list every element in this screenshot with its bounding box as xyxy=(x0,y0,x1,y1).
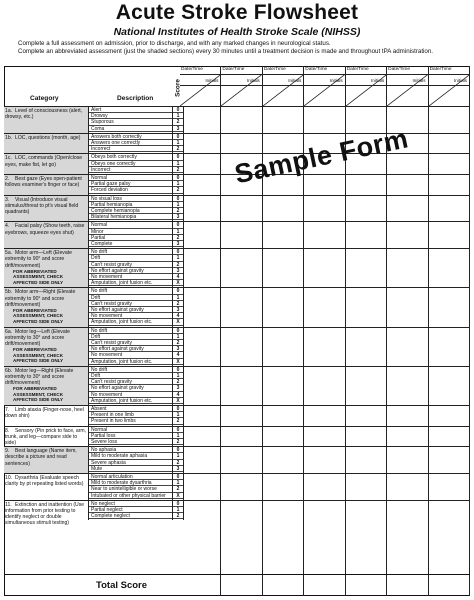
datetime-header-cell[interactable] xyxy=(180,66,221,106)
description-option: Can't resist gravity xyxy=(89,262,172,268)
score-cell xyxy=(173,288,184,326)
initials-label: Initials xyxy=(453,78,467,83)
item-number: 6b. xyxy=(5,367,13,374)
score-row xyxy=(4,500,470,527)
total-score-row xyxy=(4,574,470,596)
item-number: 10. xyxy=(5,475,13,481)
description-option: Amputation, joint fusion etc. xyxy=(89,280,172,286)
description-cell xyxy=(89,175,173,195)
datetime-label: Date/Time xyxy=(222,67,245,72)
score-value: 1 xyxy=(173,295,183,301)
description-cell xyxy=(89,427,173,447)
score-value: 1 xyxy=(173,229,183,235)
description-option: Amputation, joint fusion etc. xyxy=(89,398,172,404)
score-value: 0 xyxy=(173,249,183,255)
description-option: Intubated or other physical barrier xyxy=(89,493,172,499)
score-cell xyxy=(173,222,184,248)
score-row xyxy=(4,426,470,447)
initials-label: Initials xyxy=(288,78,302,83)
description-option: Can't resist gravity xyxy=(89,340,172,346)
score-value: 4 xyxy=(173,392,183,398)
description-option: Answers one correctly xyxy=(89,140,172,146)
category-cell xyxy=(4,427,89,447)
description-option: Absent xyxy=(89,406,172,412)
category-cell xyxy=(4,501,89,527)
category-label: Best language (Name item, describe a picture and read sentences) xyxy=(5,448,77,467)
item-number: 2. xyxy=(5,176,10,182)
score-value: 1 xyxy=(173,412,183,418)
score-value: X xyxy=(173,359,183,365)
description-cell xyxy=(89,222,173,248)
score-value: 3 xyxy=(173,346,183,352)
datetime-label: Date/Time xyxy=(346,67,369,72)
total-score-label: Total Score xyxy=(96,580,148,591)
description-option: No effort against gravity xyxy=(89,307,172,313)
score-row xyxy=(4,248,470,287)
item-number: 11. xyxy=(5,501,12,508)
score-value: 0 xyxy=(173,447,183,453)
page-subtitle: National Institutes of Health Stroke Scale (NIHSS) xyxy=(113,26,361,38)
score-value: 1 xyxy=(173,181,183,187)
description-option: No drift xyxy=(89,328,172,334)
score-row xyxy=(4,221,470,248)
description-cell xyxy=(89,474,173,500)
score-value: 1 xyxy=(173,480,183,486)
description-option: Partial loss xyxy=(89,433,172,439)
score-value: 0 xyxy=(173,406,183,412)
score-cell xyxy=(173,107,184,133)
score-value: 1 xyxy=(173,202,183,208)
score-value: 0 xyxy=(173,107,183,113)
description-option: No drift xyxy=(89,367,172,373)
datetime-label: Date/Time xyxy=(388,67,411,72)
score-cell xyxy=(173,406,184,426)
score-value: 2 xyxy=(173,146,183,152)
score-cell xyxy=(173,447,184,473)
description-option: Mute xyxy=(89,466,172,472)
datetime-header-cell[interactable] xyxy=(346,66,387,106)
score-value: 0 xyxy=(173,501,183,507)
description-option: Stuporous xyxy=(89,119,172,125)
description-option: No effort against gravity xyxy=(89,346,172,352)
instruction-text: Complete an abbreviated assessment (just the shaded sections) every 30 minutes until a treatment decision is made and throughout tPA administration. xyxy=(18,48,434,55)
category-cell xyxy=(4,474,89,500)
score-value: 2 xyxy=(173,119,183,125)
description-cell xyxy=(89,447,173,473)
category-header: Category xyxy=(30,95,59,102)
score-value: X xyxy=(173,319,183,325)
category-label: Motor arm—Left (Elevate extremity to 90° and score drift/movement) xyxy=(5,250,72,269)
description-option: Normal xyxy=(89,427,172,433)
score-value: 3 xyxy=(173,214,183,220)
score-value: 0 xyxy=(173,222,183,228)
score-cell xyxy=(173,134,184,154)
description-option: Partial hemianopia xyxy=(89,202,172,208)
description-cell xyxy=(89,367,173,405)
score-value: 1 xyxy=(173,334,183,340)
initials-label: Initials xyxy=(371,78,385,83)
diagonal-divider xyxy=(429,66,470,106)
abbreviated-note: FOR ABBREVIATED ASSESSMENT, CHECK AFFECTED SIDE ONLY xyxy=(13,386,64,403)
description-option: Normal xyxy=(89,222,172,228)
score-row xyxy=(4,473,470,500)
score-cell xyxy=(173,427,184,447)
score-cell xyxy=(173,328,184,366)
description-option: Forced deviation xyxy=(89,187,172,193)
category-label: Level of consciousness (alert, drowsy, etc.) xyxy=(5,108,83,121)
score-row xyxy=(4,287,470,326)
category-label: Motor leg—Left (Elevate extremity to 30° and score drift/movement) xyxy=(5,328,70,347)
description-cell xyxy=(89,288,173,326)
description-option: Coma xyxy=(89,126,172,132)
description-option: Partial xyxy=(89,235,172,241)
datetime-header-cell[interactable] xyxy=(263,66,304,106)
score-value: 2 xyxy=(173,235,183,241)
category-cell xyxy=(4,222,89,248)
score-value: 1 xyxy=(173,113,183,119)
score-value: 4 xyxy=(173,274,183,280)
description-option: Complete hemianopia xyxy=(89,208,172,214)
score-value: 1 xyxy=(173,255,183,261)
category-cell xyxy=(4,406,89,426)
score-value: 2 xyxy=(173,208,183,214)
score-value: 0 xyxy=(173,196,183,202)
category-label: Dysarthria (Evaluate speech clarity by pt repeating listed words) xyxy=(5,475,84,488)
score-cell xyxy=(173,249,184,287)
datetime-label: Date/Time xyxy=(181,67,203,72)
score-value: 2 xyxy=(173,301,183,307)
score-value: 1 xyxy=(173,453,183,459)
score-value: 3 xyxy=(173,466,183,472)
score-value: 2 xyxy=(173,379,183,385)
description-cell xyxy=(89,196,173,222)
datetime-header-cell[interactable] xyxy=(221,66,262,106)
score-value: X xyxy=(173,493,183,499)
description-option: Partial gaze palsy xyxy=(89,181,172,187)
score-value: X xyxy=(173,398,183,404)
score-value: 2 xyxy=(173,513,183,519)
initials-label: Initials xyxy=(246,78,260,83)
datetime-header-cell[interactable] xyxy=(304,66,345,106)
description-cell xyxy=(89,134,173,154)
score-value: 2 xyxy=(173,439,183,445)
diagonal-divider xyxy=(346,66,387,106)
score-row xyxy=(4,327,470,366)
score-cell xyxy=(173,367,184,405)
description-option: Minor xyxy=(89,229,172,235)
description-option: Answers both correctly xyxy=(89,134,172,140)
description-option: Drift xyxy=(89,373,172,379)
item-number: 7. xyxy=(5,407,10,413)
description-option: Partial neglect xyxy=(89,507,172,513)
diagonal-divider xyxy=(304,66,345,106)
description-option: Complete neglect xyxy=(89,513,172,519)
description-option: Drift xyxy=(89,295,172,301)
score-row xyxy=(4,366,470,405)
score-value: 2 xyxy=(173,460,183,466)
score-value: 1 xyxy=(173,140,183,146)
category-label: Visual (Introduce visual stimulus/threat to pt's visual field quadrants) xyxy=(5,196,79,215)
description-option: Incorrect xyxy=(89,167,172,173)
description-cell xyxy=(89,154,173,174)
description-option: Amputation, joint fusion etc. xyxy=(89,359,172,365)
score-row xyxy=(4,446,470,473)
category-cell xyxy=(4,107,89,133)
description-option: Incorrect xyxy=(89,146,172,152)
description-option: Obeys both correctly xyxy=(89,154,172,160)
category-label: LOC, commands (Open/close eyes, make fist, let go) xyxy=(5,155,83,168)
description-option: No movement xyxy=(89,352,172,358)
score-row xyxy=(4,195,470,222)
datetime-label: Date/Time xyxy=(305,67,328,72)
score-value: 1 xyxy=(173,373,183,379)
datetime-header-cell[interactable] xyxy=(429,66,470,106)
score-value: 0 xyxy=(173,288,183,294)
diagonal-divider xyxy=(263,66,304,106)
description-cell xyxy=(89,406,173,426)
score-value: 3 xyxy=(173,385,183,391)
score-value: 1 xyxy=(173,433,183,439)
description-cell xyxy=(89,501,173,521)
description-option: No movement xyxy=(89,274,172,280)
description-option: Severe loss xyxy=(89,439,172,445)
item-number: 9. xyxy=(5,448,10,455)
score-value: 3 xyxy=(173,241,183,247)
description-option: No movement xyxy=(89,392,172,398)
item-number: 5b. xyxy=(5,289,13,296)
description-option: No visual loss xyxy=(89,196,172,202)
category-label: Motor arm—Right (Elevate extremity to 90° and score drift/movement) xyxy=(5,289,76,308)
score-cell xyxy=(173,196,184,222)
description-option: No effort against gravity xyxy=(89,268,172,274)
category-label: Sensory (Pin prick to face, arm, trunk, and leg—compare side to side) xyxy=(5,427,87,446)
score-value: 0 xyxy=(173,427,183,433)
score-value: 2 xyxy=(173,187,183,193)
score-value: 0 xyxy=(173,134,183,140)
initials-label: Initials xyxy=(412,78,426,83)
category-cell xyxy=(4,288,89,326)
sample-form-stamp: Sample Form xyxy=(232,123,411,190)
description-option: No neglect xyxy=(89,501,172,507)
item-number: 1c. xyxy=(5,155,12,162)
abbreviated-note: FOR ABBREVIATED ASSESSMENT, CHECK AFFECTED SIDE ONLY xyxy=(13,347,64,364)
description-option: Obeys one correctly xyxy=(89,161,172,167)
category-label: Best gaze (Eyes open-patient follows examiner's finger or face) xyxy=(5,176,82,189)
datetime-label: Date/Time xyxy=(263,67,286,72)
description-option: Drift xyxy=(89,334,172,340)
abbreviated-note: FOR ABBREVIATED ASSESSMENT, CHECK AFFECTED SIDE ONLY xyxy=(13,308,64,324)
score-value: 2 xyxy=(173,167,183,173)
description-option: Amputation, joint fusion etc. xyxy=(89,319,172,325)
description-option: No aphasia xyxy=(89,447,172,453)
description-option: Near to unintelligible or worse xyxy=(89,486,172,492)
score-cell xyxy=(173,474,184,500)
score-cell xyxy=(173,501,184,521)
description-cell xyxy=(89,328,173,366)
category-cell xyxy=(4,328,89,366)
score-value: 0 xyxy=(173,367,183,373)
description-option: No movement xyxy=(89,313,172,319)
score-cell xyxy=(173,154,184,174)
score-value: 3 xyxy=(173,126,183,132)
datetime-header-cell[interactable] xyxy=(387,66,428,106)
description-option: Drowsy xyxy=(89,113,172,119)
description-option: Mild to moderate dysarthria xyxy=(89,480,172,486)
score-row xyxy=(4,405,470,426)
description-option: No drift xyxy=(89,288,172,294)
description-option: Normal articulation xyxy=(89,474,172,480)
diagonal-divider xyxy=(387,66,428,106)
score-value: 0 xyxy=(173,175,183,181)
category-cell xyxy=(4,134,89,154)
category-label: Motor leg—Right (Elevate extremity to 30° and score drift/movement) xyxy=(5,367,74,387)
description-option: Present in two limbs xyxy=(89,418,172,424)
item-number: 3. xyxy=(5,196,10,203)
description-option: Can't resist gravity xyxy=(89,379,172,385)
score-value: 4 xyxy=(173,313,183,319)
category-label: LOC, questions (month, age) xyxy=(15,134,81,141)
item-number: 8. xyxy=(5,427,10,434)
score-value: 0 xyxy=(173,474,183,480)
description-cell xyxy=(89,107,173,133)
initials-label: Initials xyxy=(205,78,219,83)
description-option: Bilateral hemianopia xyxy=(89,214,172,220)
score-value: 2 xyxy=(173,340,183,346)
item-number: 5a. xyxy=(5,250,13,257)
category-cell xyxy=(4,154,89,174)
item-number: 4. xyxy=(5,223,10,230)
diagonal-divider xyxy=(221,66,262,106)
score-value: X xyxy=(173,280,183,286)
abbreviated-note: FOR ABBREVIATED ASSESSMENT, CHECK AFFECTED SIDE ONLY xyxy=(13,268,64,285)
category-label: Extinction and inattention (Use information from prior testing to identify neglect or double simultaneous stimuli testing) xyxy=(5,501,85,527)
category-label: Limb ataxia (Finger-nose, heel down shin) xyxy=(5,407,84,420)
category-label: Facial palsy (Show teeth, raise eyebrows, squeeze eyes shut) xyxy=(5,223,85,236)
description-option: Normal xyxy=(89,175,172,181)
page-title: Acute Stroke Flowsheet xyxy=(115,1,359,24)
category-cell xyxy=(4,367,89,405)
score-value: 4 xyxy=(173,352,183,358)
score-value: 3 xyxy=(173,268,183,274)
description-option: Present in one limb xyxy=(89,412,172,418)
item-number: 6a. xyxy=(5,328,13,335)
description-option: Complete xyxy=(89,241,172,247)
description-option: Mild to moderate aphasia xyxy=(89,453,172,459)
description-option: Severe aphasia xyxy=(89,460,172,466)
score-value: 1 xyxy=(173,161,183,167)
description-option: Alert xyxy=(89,107,172,113)
score-header: Score xyxy=(174,79,181,97)
description-option: No effort against gravity xyxy=(89,385,172,391)
score-value: 2 xyxy=(173,418,183,424)
score-value: 0 xyxy=(173,154,183,160)
description-header: Description xyxy=(117,95,154,102)
diagonal-divider xyxy=(180,66,221,106)
instruction-text: Complete a full assessment on admission, prior to discharge, and with any marked changes in neurological status. xyxy=(18,40,331,47)
initials-label: Initials xyxy=(329,78,343,83)
score-value: 0 xyxy=(173,328,183,334)
datetime-label: Date/Time xyxy=(429,67,452,72)
description-cell xyxy=(89,249,173,287)
description-option: No drift xyxy=(89,249,172,255)
score-value: 3 xyxy=(173,307,183,313)
score-value: 1 xyxy=(173,507,183,513)
category-cell xyxy=(4,196,89,222)
item-number: 1a. xyxy=(5,108,13,114)
description-option: Drift xyxy=(89,255,172,261)
category-cell xyxy=(4,175,89,195)
category-cell xyxy=(4,447,89,473)
score-value: 2 xyxy=(173,262,183,268)
item-number: 1b. xyxy=(5,134,13,141)
score-value: 2 xyxy=(173,486,183,492)
score-cell xyxy=(173,175,184,195)
description-option: Can't resist gravity xyxy=(89,301,172,307)
category-cell xyxy=(4,249,89,287)
